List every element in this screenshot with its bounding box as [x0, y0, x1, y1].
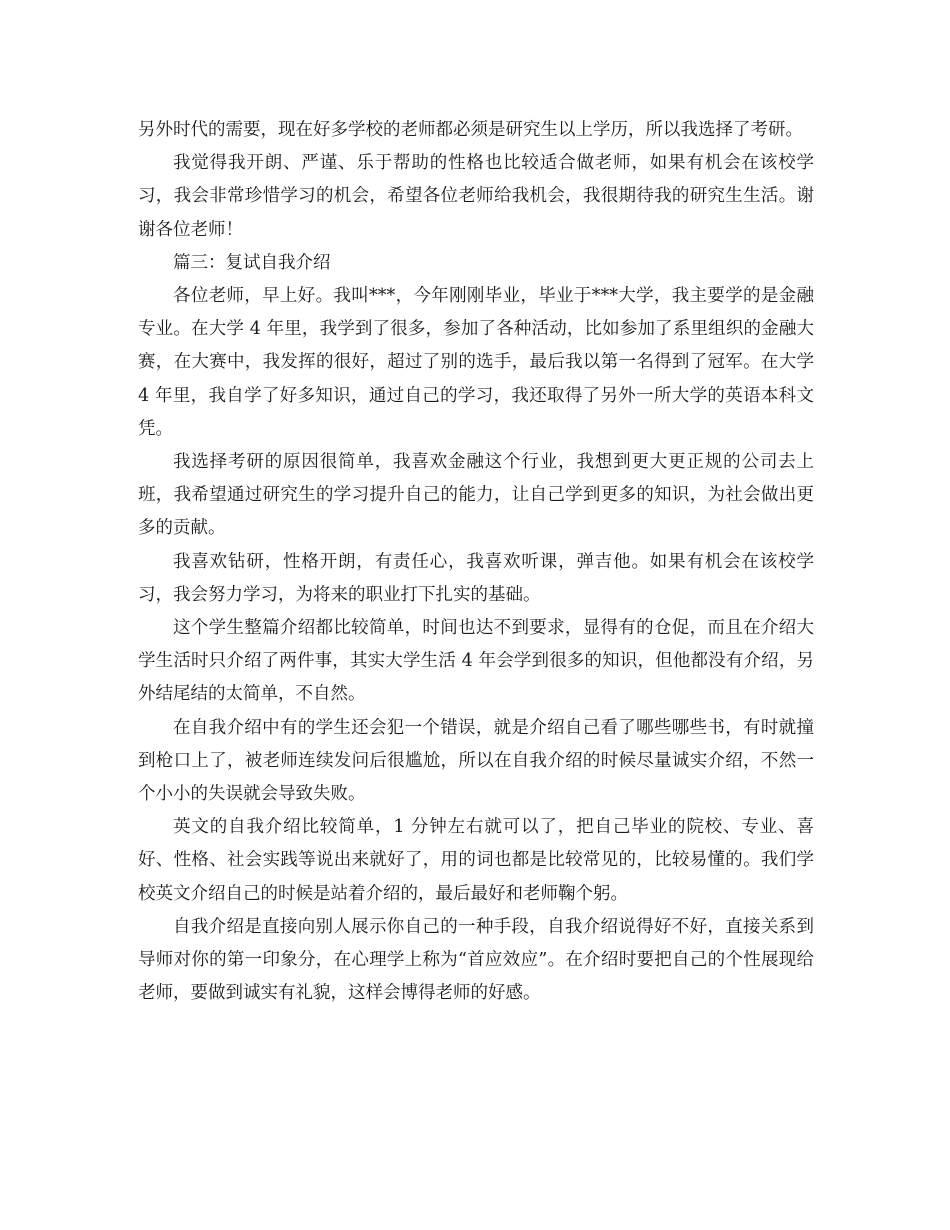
- paragraph: 英文的自我介绍比较简单，1 分钟左右就可以了，把自己毕业的院校、专业、喜好、性格、社会实践等说出来就好了，用的词也都是比较常见的，比较易懂的。我们学校英文介绍自己的时候是站着介绍的，最后最好和老师鞠个躬。: [138, 817, 814, 904]
- paragraph: 我喜欢钻研，性格开朗，有责任心，我喜欢听课，弹吉他。如果有机会在该校学习，我会努力学习，为将来的职业打下扎实的基础。: [138, 551, 814, 605]
- document-body: [138, 114, 814, 1010]
- paragraph: 我觉得我开朗、严谨、乐于帮助的性格也比较适合做老师，如果有机会在该校学习，我会非常珍惜学习的机会，希望各位老师给我机会，我很期待我的研究生生活。谢谢各位老师！: [138, 153, 814, 240]
- paragraph: 我选择考研的原因很简单，我喜欢金融这个行业，我想到更大更正规的公司去上班，我希望通过研究生的学习提升自己的能力，让自己学到更多的知识，为社会做出更多的贡献。: [138, 452, 814, 539]
- section-heading: 篇三：复试自我介绍: [173, 252, 331, 273]
- paragraph: 这个学生整篇介绍都比较简单，时间也达不到要求，显得有的仓促，而且在介绍大学生活时只介绍了两件事，其实大学生活 4 年会学到很多的知识，但他都没有介绍，另外结尾结的太简单，不自然。: [138, 618, 814, 705]
- paragraph-continuation: 另外时代的需要，现在好多学校的老师都必须是研究生以上学历，所以我选择了考研。: [138, 120, 803, 140]
- paragraph: 自我介绍是直接向别人展示你自己的一种手段，自我介绍说得好不好，直接关系到导师对你的第一印象分，在心理学上称为“首应效应”。在介绍时要把自己的个性展现给老师，要做到诚实有礼貌，这样会博得老师的好感。: [138, 916, 814, 1004]
- paragraph: 在自我介绍中有的学生还会犯一个错误，就是介绍自己看了哪些哪些书，有时就撞到枪口上了，被老师连续发问后很尴尬，所以在自我介绍的时候尽量诚实介绍，不然一个小小的失误就会导致失败。: [138, 717, 814, 805]
- paragraph: 各位老师，早上好。我叫***，今年刚刚毕业，毕业于***大学，我主要学的是金融专业。在大学 4 年里，我学到了很多，参加了各种活动，比如参加了系里组织的金融大赛，在大赛中，我发挥的很好，超过了别的选手，最后我以第一名得到了冠军。在大学 4 年里，我自学了好多知识，通过自己的学习，我还取得了另外一所大学的英语本科文凭。: [138, 286, 814, 439]
